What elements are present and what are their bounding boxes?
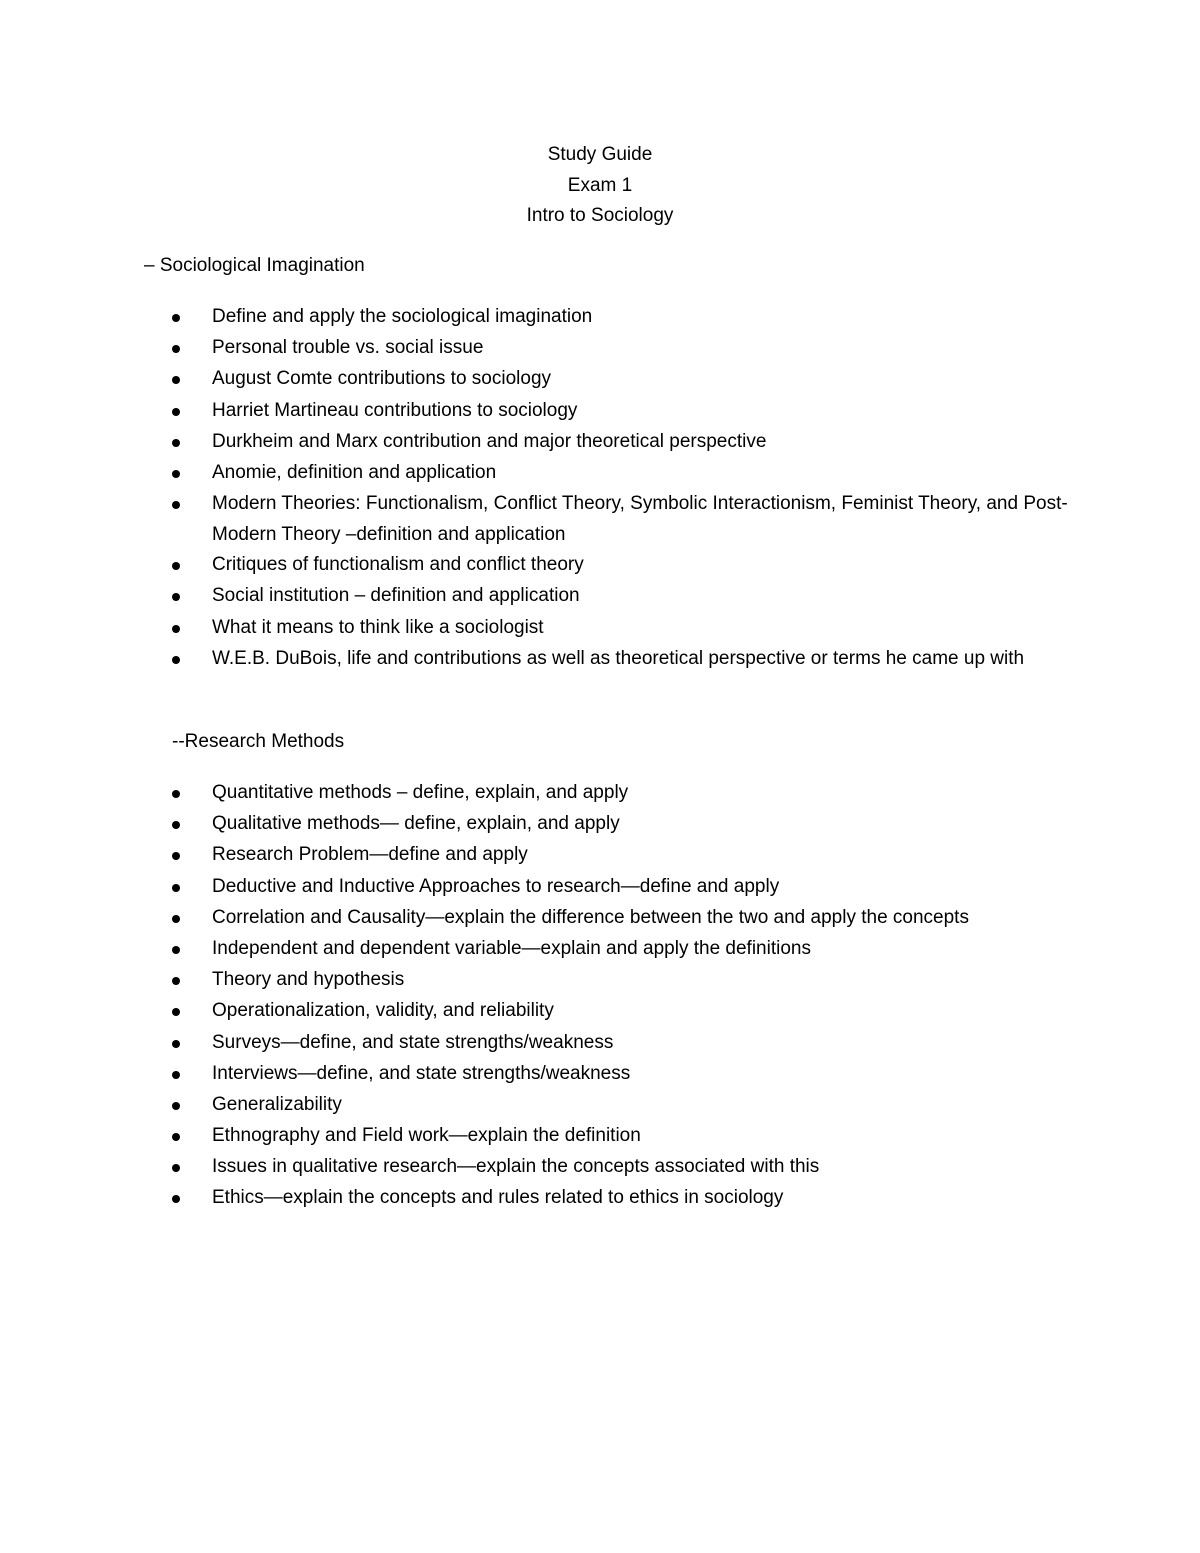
bullet-icon <box>172 946 180 954</box>
document-title-block <box>0 141 1200 233</box>
bullet-list-sociological-imagination <box>172 302 1072 675</box>
list-item: Generalizability <box>172 1090 1072 1121</box>
list-item: Critiques of functionalism and conflict theory <box>172 550 1072 581</box>
list-item: W.E.B. DuBois, life and contributions as well as theoretical perspective or terms he came up with <box>172 644 1072 675</box>
bullet-icon <box>172 1102 180 1110</box>
bullet-icon <box>172 656 180 664</box>
list-item: Define and apply the sociological imagination <box>172 302 1072 333</box>
list-item: Qualitative methods— define, explain, and apply <box>172 809 1072 840</box>
list-item: What it means to think like a sociologist <box>172 613 1072 644</box>
list-item: Durkheim and Marx contribution and major theoretical perspective <box>172 427 1072 458</box>
list-item: Interviews—define, and state strengths/weakness <box>172 1059 1072 1090</box>
list-item: Operationalization, validity, and reliability <box>172 996 1072 1027</box>
document-title: Study Guide <box>547 144 653 165</box>
section-heading-research-methods: --Research Methods <box>172 731 345 752</box>
list-item: Research Problem—define and apply <box>172 840 1072 871</box>
bullet-icon <box>172 1195 180 1203</box>
section-heading-sociological-imagination: – Sociological Imagination <box>144 255 365 276</box>
list-item: Theory and hypothesis <box>172 965 1072 996</box>
bullet-icon <box>172 439 180 447</box>
bullet-icon <box>172 1071 180 1079</box>
list-item: Issues in qualitative research—explain the concepts associated with this <box>172 1152 1072 1183</box>
bullet-icon <box>172 790 180 798</box>
bullet-icon <box>172 1008 180 1016</box>
bullet-icon <box>172 593 180 601</box>
list-item: Social institution – definition and application <box>172 581 1072 612</box>
bullet-icon <box>172 501 180 509</box>
bullet-icon <box>172 821 180 829</box>
bullet-icon <box>172 1164 180 1172</box>
bullet-icon <box>172 884 180 892</box>
bullet-icon <box>172 1040 180 1048</box>
bullet-list-research-methods <box>172 778 1072 1215</box>
list-item: Correlation and Causality—explain the difference between the two and apply the concepts <box>172 903 1072 934</box>
bullet-icon <box>172 625 180 633</box>
bullet-icon <box>172 562 180 570</box>
list-item: Ethics—explain the concepts and rules related to ethics in sociology <box>172 1183 1072 1214</box>
bullet-icon <box>172 345 180 353</box>
bullet-icon <box>172 915 180 923</box>
bullet-icon <box>172 470 180 478</box>
list-item: Independent and dependent variable—explain and apply the definitions <box>172 934 1072 965</box>
list-item: Modern Theories: Functionalism, Conflict Theory, Symbolic Interactionism, Feminist Theory, and Post-Modern Theory –definition and application <box>172 489 1072 550</box>
list-item: Surveys—define, and state strengths/weakness <box>172 1028 1072 1059</box>
bullet-icon <box>172 376 180 384</box>
list-item: Quantitative methods – define, explain, and apply <box>172 778 1072 809</box>
list-item: Ethnography and Field work—explain the definition <box>172 1121 1072 1152</box>
list-item: Personal trouble vs. social issue <box>172 333 1072 364</box>
bullet-icon <box>172 408 180 416</box>
bullet-icon <box>172 1133 180 1141</box>
list-item: Harriet Martineau contributions to sociology <box>172 396 1072 427</box>
bullet-icon <box>172 977 180 985</box>
list-item: Anomie, definition and application <box>172 458 1072 489</box>
list-item: August Comte contributions to sociology <box>172 364 1072 395</box>
list-item: Deductive and Inductive Approaches to research—define and apply <box>172 872 1072 903</box>
document-subtitle-course: Intro to Sociology <box>526 205 674 226</box>
bullet-icon <box>172 852 180 860</box>
bullet-icon <box>172 314 180 322</box>
document-subtitle-exam: Exam 1 <box>567 174 633 196</box>
